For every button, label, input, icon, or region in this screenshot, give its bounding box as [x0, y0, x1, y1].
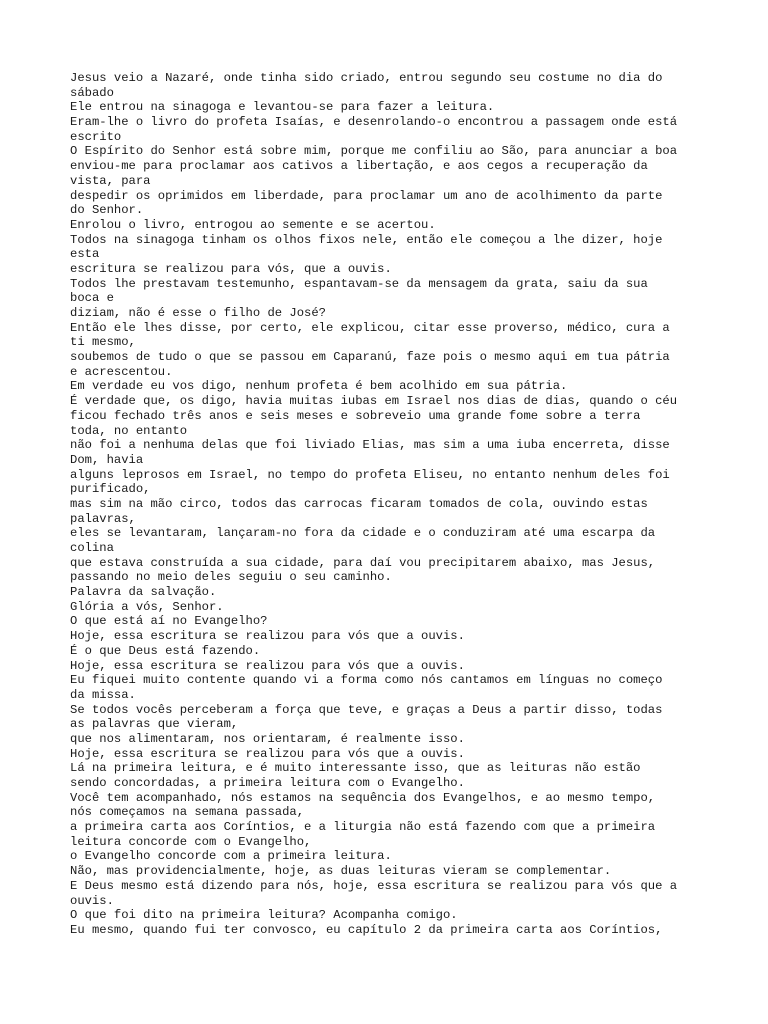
text-line: esta [70, 247, 100, 262]
text-line: Eram-lhe o livro do profeta Isaías, e desenrolando-o encontrou a passagem onde está [70, 115, 678, 130]
text-line: Hoje, essa escritura se realizou para vós que a ouvis. [70, 658, 465, 673]
text-line: É verdade que, os digo, havia muitas iubas em Israel nos dias de dias, quando o céu [70, 394, 678, 409]
text-line: Então ele lhes disse, por certo, ele explicou, citar esse proverso, médico, cura a [70, 320, 670, 335]
text-line: Eu mesmo, quando fui ter convosco, eu capítulo 2 da primeira carta aos Coríntios, [70, 922, 663, 937]
text-line: e acrescentou. [70, 364, 173, 379]
text-line: Dom, havia [70, 452, 144, 467]
text-line: Lá na primeira leitura, e é muito interessante isso, que as leituras não estão [70, 761, 641, 776]
text-line: as palavras que vieram, [70, 717, 239, 732]
text-line: passando no meio deles seguiu o seu caminho. [70, 570, 392, 585]
text-line: alguns leprosos em Israel, no tempo do profeta Eliseu, no entanto nenhum deles foi [70, 467, 670, 482]
text-line: escritura se realizou para vós, que a ouvis. [70, 261, 392, 276]
text-line: Em verdade eu vos digo, nenhum profeta é bem acolhido em sua pátria. [70, 379, 568, 394]
text-line: da missa. [70, 687, 136, 702]
text-line: Enrolou o livro, entrogou ao semente e se acertou. [70, 217, 436, 232]
text-line: Não, mas providencialmente, hoje, as duas leituras vieram se complementar. [70, 864, 612, 879]
document-body [70, 71, 710, 938]
text-line: O que está aí no Evangelho? [70, 614, 268, 629]
text-line: Palavra da salvação. [70, 585, 217, 600]
text-line: do Senhor. [70, 203, 144, 218]
text-line: nós começamos na semana passada, [70, 805, 305, 820]
text-line: sendo concordadas, a primeira leitura com o Evangelho. [70, 776, 465, 790]
text-line: soubemos de tudo o que se passou em Caparanú, faze pois o mesmo aqui em tua pátria [70, 350, 670, 365]
text-line: não foi a nenhuma delas que foi liviado Elias, mas sim a uma iuba encerreta, disse [70, 438, 670, 453]
text-line: Você tem acompanhado, nós estamos na sequência dos Evangelhos, e ao mesmo tempo, [70, 790, 656, 805]
text-line: leitura concorde com o Evangelho, [70, 834, 312, 849]
text-line: vista, para [70, 173, 151, 188]
text-line: ti mesmo, [70, 335, 136, 350]
text-line: Hoje, essa escritura se realizou para vós que a ouvis. [70, 629, 465, 644]
text-line: O Espírito do Senhor está sobre mim, porque me confiliu ao São, para anunciar a boa [70, 144, 678, 159]
text-line: despedir os oprimidos em liberdade, para proclamar um ano de acolhimento da parte [70, 188, 663, 203]
text-line: escrito [70, 129, 122, 144]
text-line: E Deus mesmo está dizendo para nós, hoje, essa escritura se realizou para vós que a [70, 878, 678, 893]
text-line: Se todos vocês perceberam a força que teve, e graças a Deus a partir disso, todas [70, 702, 663, 717]
text-line: ficou fechado três anos e seis meses e sobreveio uma grande fome sobre a terra [70, 408, 641, 423]
text-line: Ele entrou na sinagoga e levantou-se para fazer a leitura. [70, 100, 495, 115]
text-line: eles se levantaram, lançaram-no fora da cidade e o conduziram até uma escarpa da [70, 526, 656, 541]
text-line: Hoje, essa escritura se realizou para vós que a ouvis. [70, 746, 465, 761]
text-line: a primeira carta aos Coríntios, e a liturgia não está fazendo com que a primeira [70, 820, 656, 835]
text-line: É o que Deus está fazendo. [70, 643, 261, 658]
text-line: Glória a vós, Senhor. [70, 599, 224, 614]
text-line: o Evangelho concorde com a primeira leitura. [70, 849, 392, 864]
text-line: que nos alimentaram, nos orientaram, é realmente isso. [70, 731, 465, 746]
text-line: palavras, [70, 511, 136, 526]
text-line: que estava construída a sua cidade, para daí vou precipitarem abaixo, mas Jesus, [70, 555, 656, 570]
text-line: sábado [70, 85, 114, 100]
text-line: Eu fiquei muito contente quando vi a forma como nós cantamos em línguas no começo [70, 673, 663, 688]
text-line: Jesus veio a Nazaré, onde tinha sido criado, entrou segundo seu costume no dia do [70, 71, 663, 85]
text-line: Todos na sinagoga tinham os olhos fixos nele, então ele começou a lhe dizer, hoje [70, 232, 663, 247]
text-line: boca e [70, 291, 114, 306]
text-line: O que foi dito na primeira leitura? Acompanha comigo. [70, 908, 458, 923]
text-line: diziam, não é esse o filho de José? [70, 306, 326, 320]
text-line: purificado, [70, 482, 151, 497]
text-line: toda, no entanto [70, 423, 188, 438]
text-line: mas sim na mão circo, todos das carrocas ficaram tomados de cola, ouvindo estas [70, 496, 648, 511]
text-line: ouvis. [70, 893, 114, 908]
text-line: colina [70, 541, 114, 555]
text-line: Todos lhe prestavam testemunho, espantavam-se da mensagem da grata, saiu da sua [70, 276, 648, 291]
text-line: enviou-me para proclamar aos cativos a libertação, e aos cegos a recuperação da [70, 159, 648, 174]
